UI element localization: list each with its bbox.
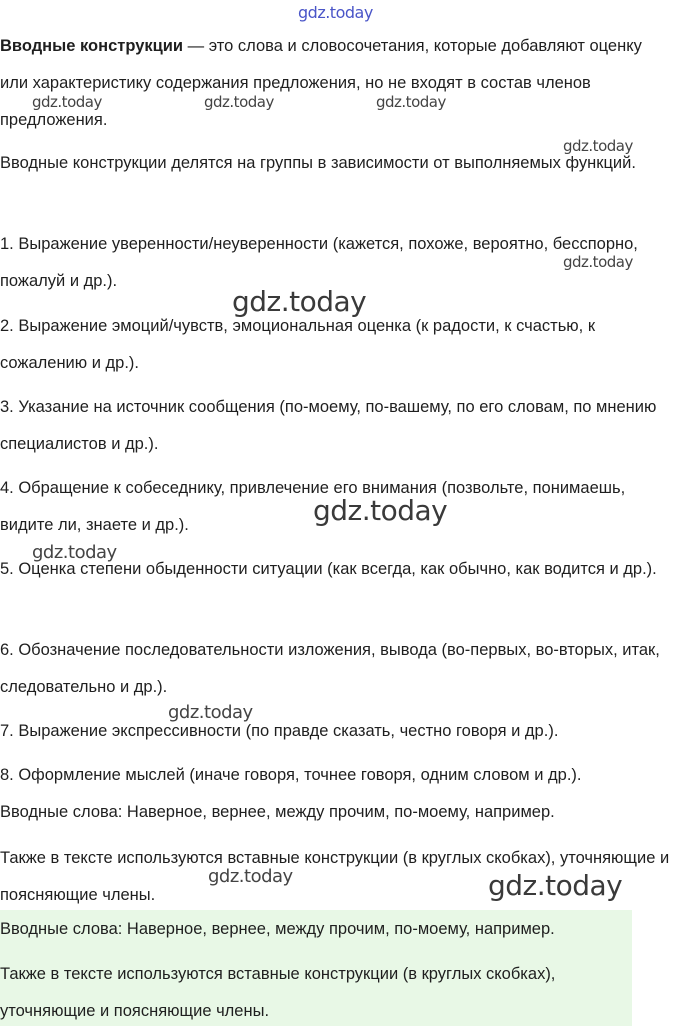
watermark: gdz.today	[204, 93, 274, 111]
watermark: gdz.today	[313, 494, 448, 527]
list-item-8: 8. Оформление мыслей (иначе говоря, точнее говоря, одним словом и др.).	[0, 766, 582, 784]
list-item-5: 5. Оценка степени обыденности ситуации (как всегда, как обычно, как водится и др.).	[0, 560, 657, 578]
definition-term: Вводные конструкции	[0, 37, 184, 55]
groups-intro-paragraph: Вводные конструкции делятся на группы в зависимости от выполняемых функций.	[0, 154, 636, 172]
definition-paragraph	[0, 28, 672, 139]
watermark: gdz.today	[488, 869, 623, 902]
definition-text: — это слова и словосочетания, которые добавляют оценку или характеристику содержания предложения, но не входят в состав членов предложения.	[0, 37, 642, 129]
watermark: gdz.today	[168, 702, 253, 723]
list-item-2: 2. Выражение эмоций/чувств, эмоциональная оценка (к радости, к счастью, к сожалению и др.).	[0, 317, 596, 372]
watermark: gdz.today	[32, 542, 117, 563]
watermark: gdz.today	[232, 285, 367, 318]
list-item-1: 1. Выражение уверенности/неуверенности (кажется, похоже, вероятно, бесспорно, пожалуй и др.).	[0, 235, 638, 290]
watermark: gdz.today	[376, 93, 446, 111]
watermark: gdz.today	[32, 93, 102, 111]
watermark: gdz.today	[563, 137, 633, 155]
list-item-4: 4. Обращение к собеседнику, привлечение его внимания (позвольте, понимаешь, видите ли, знаете и др.).	[0, 479, 626, 534]
watermark-top: gdz.today	[298, 3, 373, 22]
list-item-7: 7. Выражение экспрессивности (по правде сказать, честно говоря и др.).	[0, 722, 559, 740]
watermark: gdz.today	[208, 866, 293, 887]
list-item-3: 3. Указание на источник сообщения (по-моему, по-вашему, по его словам, по мнению специалистов и др.).	[0, 398, 657, 453]
answer-inserted-constructions: Также в тексте используются вставные конструкции (в круглых скобках), уточняющие и поясняющие члены.	[0, 965, 556, 1020]
inserted-constructions-paragraph: Также в тексте используются вставные конструкции (в круглых скобках), уточняющие и поясняющие члены.	[0, 849, 670, 904]
answer-intro-words: Вводные слова: Наверное, вернее, между прочим, по-моему, например.	[0, 920, 555, 938]
intro-words-line: Вводные слова: Наверное, вернее, между прочим, по-моему, например.	[0, 803, 555, 821]
watermark: gdz.today	[563, 253, 633, 271]
list-item-6: 6. Обозначение последовательности изложения, вывода (во-первых, во-вторых, итак, следовательно и др.).	[0, 641, 660, 696]
